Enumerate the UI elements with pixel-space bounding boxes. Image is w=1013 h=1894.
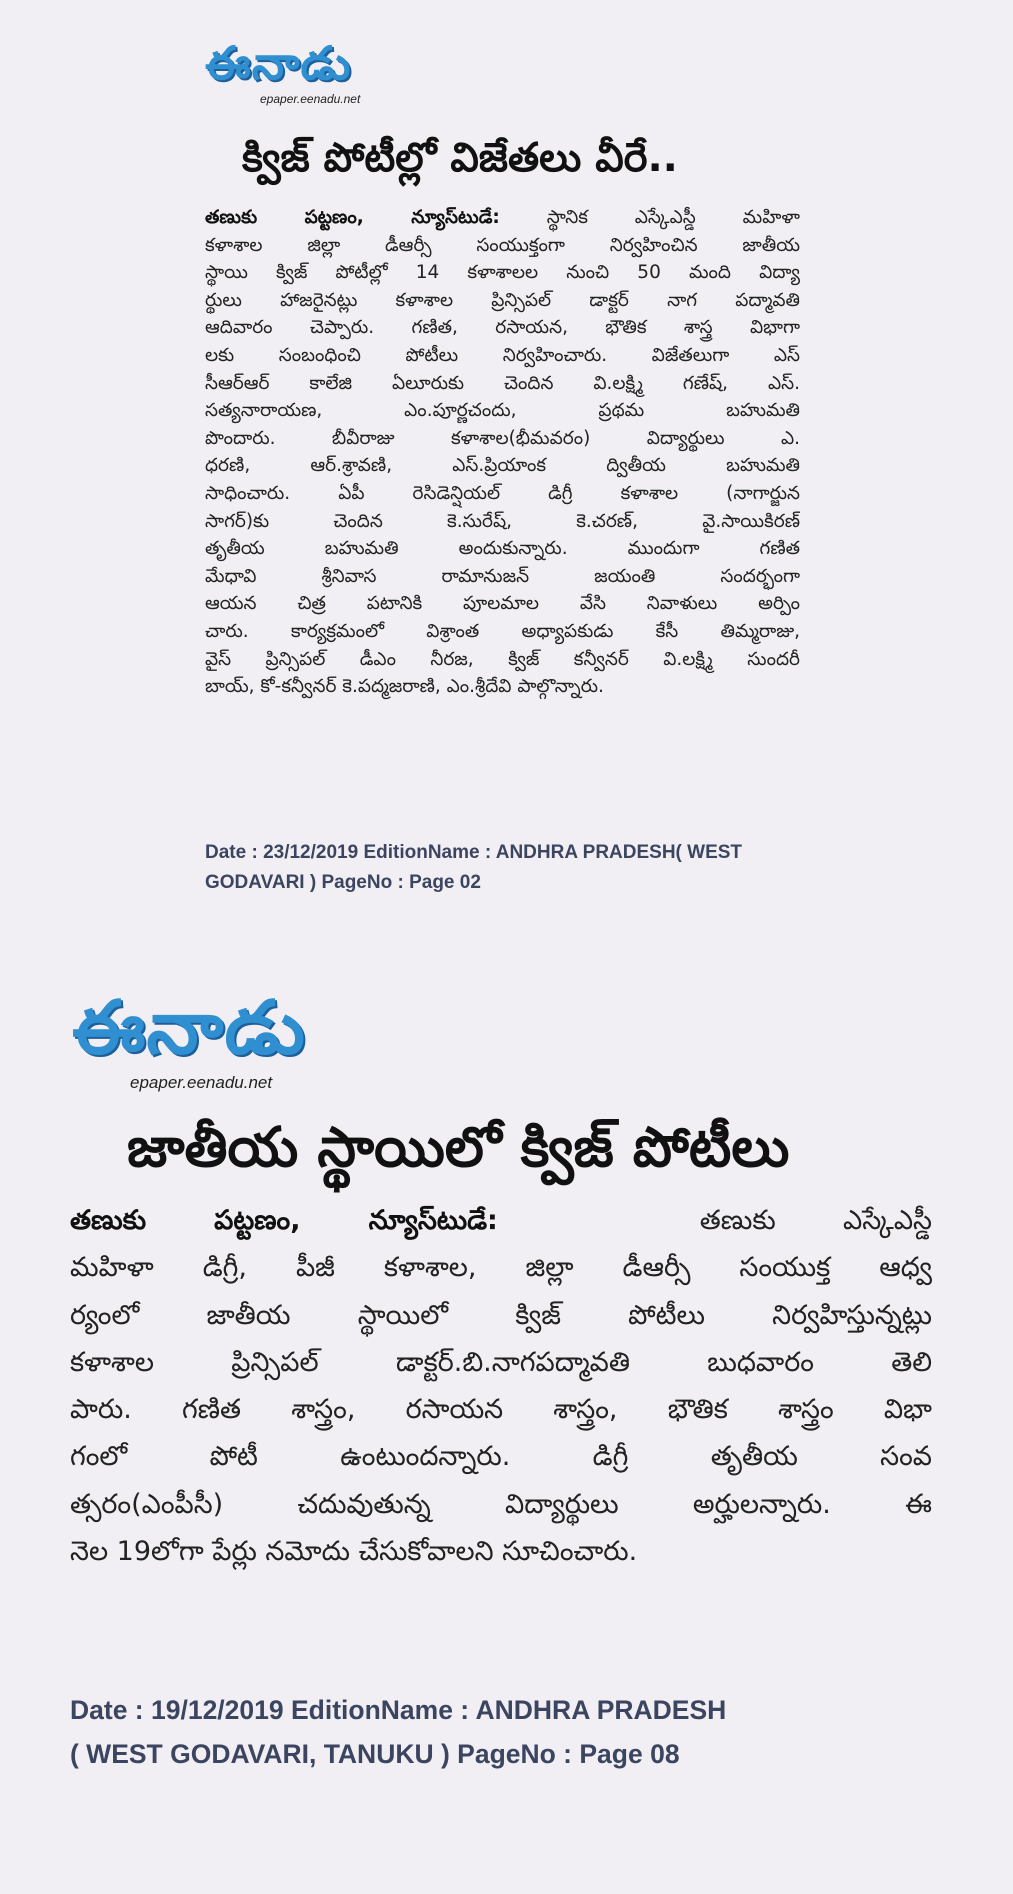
article-line: ర్యంలో జాతీయ స్థాయిలో క్విజ్ పోటీలు నిర్వహిస్తున్నట్లు xyxy=(70,1299,932,1331)
article-line: కళాశాల ప్రిన్సిపల్ డాక్టర్.బి.నాగపద్మావతి బుధవారం తెలి xyxy=(70,1346,932,1378)
logo-url: epaper.eenadu.net xyxy=(130,1073,273,1092)
article-line: సాధించారు. ఏపీ రెసిడెన్షియల్ డిగ్రీ కళాశాల (నాగార్జున xyxy=(205,482,800,504)
article-line: లకు సంబంధించి పోటీలు నిర్వహించారు. విజేతలుగా ఎస్ xyxy=(205,344,800,366)
headline: జాతీయ స్థాయిలో క్విజ్ పోటీలు xyxy=(127,1115,790,1179)
dateline: తణుకు పట్టణం, న్యూస్‌టుడే: xyxy=(70,1205,498,1236)
article-line: మహిళా డిగ్రీ, పీజీ కళాశాల, జిల్లా డీఆర్సీ సంయుక్త ఆధ్వ xyxy=(70,1252,932,1284)
edition-page-line: GODAVARI ) PageNo : Page 02 xyxy=(205,872,481,893)
article-line: ఆయన చిత్ర పటానికి పూలమాల వేసి నివాళులు అర్పిం xyxy=(205,593,800,615)
article-line: చారు. కార్యక్రమంలో విశ్రాంత అధ్యాపకుడు కేసీ తిమ్మరాజు, xyxy=(205,620,800,642)
news-clip-1 xyxy=(0,0,1013,920)
article-line: తృతీయ బహుమతి అందుకున్నారు. ముందుగా గణిత xyxy=(205,538,800,560)
article-line: గంలో పోటీ ఉంటుందన్నారు. డిగ్రీ తృతీయ సంవ xyxy=(70,1441,932,1473)
article-body xyxy=(205,204,800,701)
news-clip-2 xyxy=(0,985,1013,1894)
article-line: బాయ్, కో-కన్వీనర్ కె.పద్మజరాణి, ఎం.శ్రీదేవి పాల్గొన్నారు. xyxy=(205,676,604,698)
article-line: వైస్ ప్రిన్సిపల్ డీఎం నీరజ, క్విజ్ కన్వీనర్ వి.లక్ష్మి సుందరీ xyxy=(205,648,800,670)
article-line: త్సరం(ఎంపీసీ) చదువుతున్న విద్యార్థులు అర్హులన్నారు. ఈ xyxy=(70,1488,932,1520)
article-line: స్థాయి క్విజ్ పోటీల్లో 14 కళాశాలల నుంచి 50 మంది విద్యా xyxy=(205,262,800,284)
edition-date-line: Date : 23/12/2019 EditionName : ANDHRA PRADESH( WEST xyxy=(205,842,743,863)
article-line: సీఆర్ఆర్ కాలేజి ఏలూరుకు చెందిన వి.లక్ష్మి గణేష్, ఎస్. xyxy=(205,372,800,394)
article-line: పారు. గణిత శాస్త్రం, రసాయన శాస్త్రం, భౌతిక శాస్త్రం విభా xyxy=(70,1394,932,1426)
edition-page-line: ( WEST GODAVARI, TANUKU ) PageNo : Page 08 xyxy=(70,1739,680,1769)
dateline: తణుకు పట్టణం, న్యూస్‌టుడే: xyxy=(205,207,500,228)
headline: క్విజ్ పోటీల్లో విజేతలు వీరే.. xyxy=(242,135,678,181)
edition-info xyxy=(70,1688,950,1776)
article-line: మేధావి శ్రీనివాస రామానుజన్ జయంతి సందర్భంగా xyxy=(205,565,800,587)
article-body xyxy=(70,1197,932,1575)
article-line: కళాశాల జిల్లా డీఆర్సీ సంయుక్తంగా నిర్వహించిన జాతీయ xyxy=(205,234,800,256)
eenadu-logo: ఈనాడు xyxy=(72,985,306,1071)
article-line: ర్థులు హాజరైనట్లు కళాశాల ప్రిన్సిపల్ డాక్టర్ నాగ పద్మావతి xyxy=(205,289,800,311)
eenadu-logo: ఈనాడు xyxy=(205,36,352,90)
article-line: ధరణి, ఆర్.శ్రావణి, ఎస్.ప్రియాంక ద్వితీయ బహుమతి xyxy=(205,455,800,477)
article-line: నెల 19లోగా పేర్లు నమోదు చేసుకోవాలని సూచించారు. xyxy=(70,1536,638,1568)
logo-url: epaper.eenadu.net xyxy=(260,92,361,106)
article-line: సాగర్)కు చెందిన కె.సురేష్, కె.చరణ్, వై.సాయికిరణ్ xyxy=(205,510,800,532)
edition-info xyxy=(205,838,925,898)
article-line: సత్యనారాయణ, ఎం.పూర్ణచందు, ప్రథమ బహుమతి xyxy=(205,400,800,422)
article-line: ఆదివారం చెప్పారు. గణిత, రసాయన, భౌతిక శాస్త్ర విభాగా xyxy=(205,317,800,339)
edition-date-line: Date : 19/12/2019 EditionName : ANDHRA PRADESH xyxy=(70,1695,727,1725)
article-line-1: తణుకు పట్టణం, న్యూస్‌టుడే: తణుకు ఎస్కేఎస్డీ xyxy=(70,1205,932,1236)
article-line-1: తణుకు పట్టణం, న్యూస్‌టుడే: స్థానిక ఎస్కేఎస్డీ మహిళా xyxy=(205,207,800,228)
article-line: పొందారు. బీవీరాజు కళాశాల(భీమవరం) విద్యార్థులు ఎ. xyxy=(205,427,800,449)
